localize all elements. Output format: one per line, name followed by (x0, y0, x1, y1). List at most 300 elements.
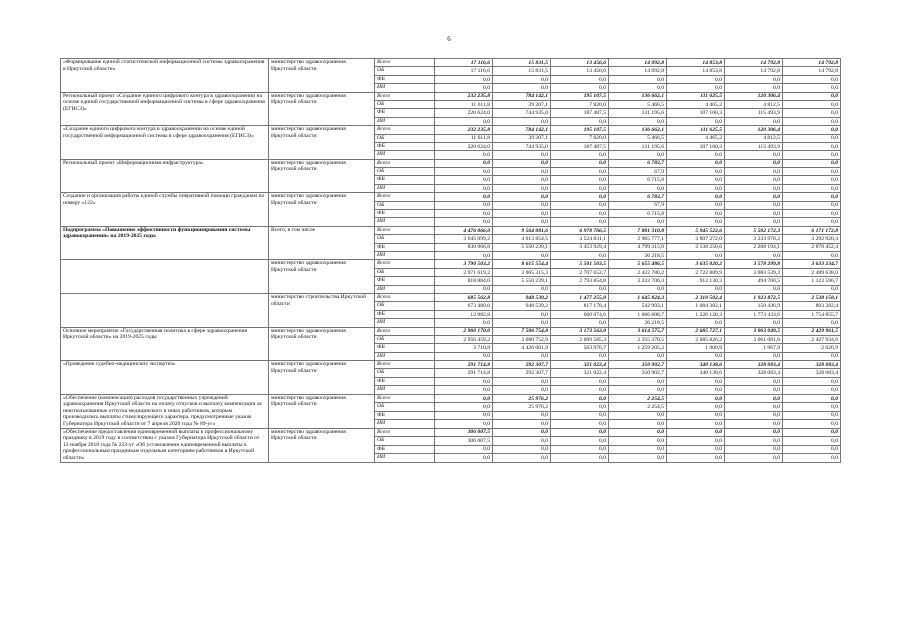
amount-cell: 0,0 (609, 218, 667, 226)
amount-cell: 2 971 619,2 (435, 268, 493, 276)
amount-cell: 0,0 (435, 386, 493, 394)
amount-cell: 0,0 (551, 319, 609, 327)
funding-source-cell: ФБ (375, 310, 435, 318)
funding-source-cell: ФБ (375, 377, 435, 385)
amount-cell: 5 466,5 (609, 134, 667, 142)
amount-cell: 0,0 (609, 428, 667, 436)
amount-cell: 744 935,0 (493, 142, 551, 150)
amount-cell: 0,0 (725, 159, 783, 167)
amount-cell: 0,0 (551, 428, 609, 436)
amount-cell: 0,0 (783, 377, 841, 385)
amount-cell: 2 878 452,4 (783, 243, 841, 251)
amount-cell: 0,0 (435, 411, 493, 419)
amount-cell: 0,0 (725, 117, 783, 125)
amount-cell: 0,0 (667, 454, 725, 463)
funding-source-cell: ФБ (375, 344, 435, 352)
amount-cell: 115 493,9 (725, 109, 783, 117)
amount-cell: 818 884,0 (435, 277, 493, 285)
amount-cell: 0,0 (725, 193, 783, 201)
amount-cell: 0,0 (493, 437, 551, 445)
amount-cell: 0,0 (435, 445, 493, 453)
amount-cell: 0,0 (725, 437, 783, 445)
amount-cell: 0,0 (435, 75, 493, 83)
amount-cell: 0,0 (609, 386, 667, 394)
amount-cell: 350 902,7 (609, 361, 667, 369)
amount-cell: 0,0 (783, 100, 841, 108)
amount-cell: 0,0 (435, 84, 493, 92)
amount-cell: 0,0 (667, 428, 725, 436)
amount-cell: 1 967,9 (725, 344, 783, 352)
amount-cell: 2 685 727,1 (667, 327, 725, 335)
amount-cell: 0,0 (667, 201, 725, 209)
amount-cell: 0,0 (725, 428, 783, 436)
amount-cell: 0,0 (667, 403, 725, 411)
amount-cell: 0,0 (551, 394, 609, 402)
activity-name-cell: «Обеспечение предоставления единовременной выплаты к профессиональному празднику в 2019 году в соответствии с указом Губернатора Иркутской области от 12 ноября 2018 года № 233-уг «Об установлении единовременной выплаты к профессиональным праздникам отдельным категориям работников в Иркутской области» (61, 428, 269, 462)
funding-source-cell: ФБ (375, 445, 435, 453)
table-body (61, 59, 841, 463)
amount-cell: 0,0 (783, 109, 841, 117)
funding-source-cell: ОБ (375, 134, 435, 142)
amount-cell: 14 792,8 (725, 59, 783, 67)
amount-cell: 2 026,9 (783, 344, 841, 352)
amount-cell: 3 807 272,0 (667, 235, 725, 243)
executor-cell: Всего, в том числе (269, 226, 375, 260)
amount-cell: 0,0 (493, 251, 551, 259)
amount-cell: 1 923 872,5 (725, 293, 783, 301)
amount-cell: 120 306,4 (725, 92, 783, 100)
amount-cell: 0,0 (493, 285, 551, 293)
amount-cell: 0,0 (551, 184, 609, 192)
amount-cell: 0,0 (493, 319, 551, 327)
amount-cell: 0,0 (493, 377, 551, 385)
amount-cell: 2 538 158,1 (783, 293, 841, 301)
amount-cell: 0,0 (725, 84, 783, 92)
amount-cell: 131 195,6 (609, 142, 667, 150)
amount-cell: 8 615 554,4 (493, 260, 551, 268)
amount-cell: 2 722 889,9 (667, 268, 725, 276)
amount-cell: 0,0 (783, 193, 841, 201)
amount-cell: 3 453 929,4 (551, 243, 609, 251)
amount-cell: 563 976,7 (551, 344, 609, 352)
amount-cell: 292 307,7 (493, 361, 551, 369)
funding-source-cell: Всего (375, 293, 435, 301)
amount-cell: 912 130,3 (667, 277, 725, 285)
amount-cell: 136 662,1 (609, 126, 667, 134)
amount-cell: 6 171 172,8 (783, 226, 841, 234)
amount-cell: 306 007,5 (435, 428, 493, 436)
amount-cell: 14 853,8 (667, 59, 725, 67)
executor-cell: министерство здравоохранения Иркутской области (269, 394, 375, 428)
funding-source-cell: ИИ (375, 151, 435, 159)
amount-cell: 136 662,1 (609, 92, 667, 100)
amount-cell: 1 259 205,2 (609, 344, 667, 352)
amount-cell: 2 793 854,8 (551, 277, 609, 285)
table-row (61, 92, 841, 100)
amount-cell: 14 792,8 (783, 59, 841, 67)
amount-cell: 0,0 (609, 285, 667, 293)
amount-cell: 0,0 (609, 75, 667, 83)
amount-cell: 0,0 (551, 445, 609, 453)
amount-cell: 0,0 (783, 142, 841, 150)
amount-cell: 948 539,2 (493, 302, 551, 310)
amount-cell: 0,0 (435, 159, 493, 167)
amount-cell: 1 645 824,3 (609, 293, 667, 301)
table-row (61, 428, 841, 436)
amount-cell: 0,0 (493, 411, 551, 419)
amount-cell: 660 074,6 (551, 310, 609, 318)
amount-cell: 2 489 638,0 (783, 268, 841, 276)
funding-source-cell: Всего (375, 193, 435, 201)
amount-cell: 0,0 (725, 75, 783, 83)
amount-cell: 0,0 (551, 84, 609, 92)
amount-cell: 9 564 081,6 (493, 226, 551, 234)
activity-name-cell: «Проведение судебно-медицинских экспертиз» (61, 361, 269, 395)
amount-cell: 0,0 (783, 428, 841, 436)
amount-cell: 14 792,8 (783, 67, 841, 75)
amount-cell: 0,0 (609, 184, 667, 192)
amount-cell: 0,0 (493, 445, 551, 453)
activity-name-cell (61, 293, 269, 327)
activity-name-cell: Подпрограмма «Повышение эффективности функционирования системы здравоохранения» на 2019-2025 годы (61, 226, 269, 260)
amount-cell: 817 178,4 (551, 302, 609, 310)
amount-cell: 0,0 (783, 126, 841, 134)
amount-cell: 0,0 (609, 377, 667, 385)
amount-cell: 0,0 (667, 75, 725, 83)
amount-cell: 328 083,4 (783, 369, 841, 377)
funding-source-cell: ФБ (375, 243, 435, 251)
amount-cell: 4 812,5 (725, 100, 783, 108)
amount-cell: 321 022,4 (551, 361, 609, 369)
amount-cell: 0,0 (783, 285, 841, 293)
amount-cell: 2 427 934,6 (783, 335, 841, 343)
amount-cell: 0,0 (783, 151, 841, 159)
amount-cell: 685 562,8 (435, 293, 493, 301)
amount-cell: 187 487,5 (551, 142, 609, 150)
amount-cell: 2 956 459,2 (435, 335, 493, 343)
amount-cell: 67,9 (609, 201, 667, 209)
amount-cell: 0,0 (783, 210, 841, 218)
amount-cell: 0,0 (783, 251, 841, 259)
amount-cell: 0,0 (783, 386, 841, 394)
amount-cell: 3 061 081,6 (725, 335, 783, 343)
amount-cell: 3 710,8 (435, 344, 493, 352)
amount-cell: 0,0 (493, 201, 551, 209)
amount-cell: 1 066 608,7 (609, 310, 667, 318)
funding-source-cell: ОБ (375, 168, 435, 176)
amount-cell: 5 655 486,5 (609, 260, 667, 268)
amount-cell: 0,0 (783, 411, 841, 419)
amount-cell: 0,0 (551, 193, 609, 201)
amount-cell: 673 480,0 (435, 302, 493, 310)
amount-cell: 0,0 (493, 193, 551, 201)
amount-cell: 328 083,4 (783, 361, 841, 369)
amount-cell: 0,0 (667, 176, 725, 184)
amount-cell: 2 310 502,4 (667, 293, 725, 301)
amount-cell: 0,0 (551, 411, 609, 419)
amount-cell: 11 611,8 (435, 134, 493, 142)
amount-cell: 0,0 (551, 352, 609, 360)
amount-cell: 0,0 (667, 168, 725, 176)
executor-cell: министерство здравоохранения Иркутской области (269, 59, 375, 93)
amount-cell: 0,0 (609, 151, 667, 159)
amount-cell: 0,0 (667, 377, 725, 385)
amount-cell: 0,0 (725, 176, 783, 184)
amount-cell: 0,0 (435, 218, 493, 226)
amount-cell: 0,0 (493, 428, 551, 436)
amount-cell: 3 578 299,8 (725, 260, 783, 268)
amount-cell: 150 436,9 (725, 302, 783, 310)
table-row (61, 260, 841, 268)
amount-cell: 0,0 (783, 134, 841, 142)
amount-cell: 14 092,8 (609, 59, 667, 67)
amount-cell: 0,0 (435, 251, 493, 259)
amount-cell: 830 966,8 (435, 243, 493, 251)
amount-cell: 15 831,5 (493, 67, 551, 75)
amount-cell: 1 084 382,1 (667, 302, 725, 310)
amount-cell: 0,0 (493, 75, 551, 83)
funding-source-cell: ИИ (375, 184, 435, 192)
amount-cell: 0,0 (783, 84, 841, 92)
amount-cell: 0,0 (551, 201, 609, 209)
amount-cell: 2 138 250,6 (667, 243, 725, 251)
amount-cell: 232 235,8 (435, 126, 493, 134)
funding-source-cell: ОБ (375, 369, 435, 377)
amount-cell: 0,0 (783, 319, 841, 327)
amount-cell: 36 218,5 (609, 251, 667, 259)
table-row (61, 327, 841, 335)
amount-cell: 3 232 706,3 (609, 277, 667, 285)
amount-cell: 0,0 (551, 403, 609, 411)
amount-cell: 0,0 (667, 394, 725, 402)
amount-cell: 0,0 (725, 210, 783, 218)
amount-cell: 0,0 (609, 84, 667, 92)
amount-cell: 0,0 (551, 151, 609, 159)
amount-cell: 0,0 (725, 377, 783, 385)
amount-cell: 350 902,7 (609, 369, 667, 377)
amount-cell: 0,0 (725, 394, 783, 402)
table-row (61, 59, 841, 67)
amount-cell: 0,0 (493, 386, 551, 394)
amount-cell: 17 116,6 (435, 67, 493, 75)
amount-cell: 0,0 (783, 117, 841, 125)
amount-cell: 187 487,5 (551, 109, 609, 117)
amount-cell: 784 142,1 (493, 92, 551, 100)
activity-name-cell: «Формирование единой статистической информационной системы здравоохранения в Иркутской области» (61, 59, 269, 93)
amount-cell: 0,0 (435, 184, 493, 192)
amount-cell: 120 306,4 (725, 126, 783, 134)
funding-source-cell: ОБ (375, 67, 435, 75)
amount-cell: 0,0 (551, 377, 609, 385)
amount-cell: 232 235,8 (435, 92, 493, 100)
amount-cell: 0,0 (609, 445, 667, 453)
amount-cell: 0,0 (725, 319, 783, 327)
amount-cell: 0,0 (667, 210, 725, 218)
amount-cell: 3 063 049,5 (725, 327, 783, 335)
budget-table-container (60, 58, 840, 463)
page-number: 6 (447, 35, 451, 43)
amount-cell: 0,0 (435, 201, 493, 209)
amount-cell: 39 207,1 (493, 134, 551, 142)
funding-source-cell: ИИ (375, 84, 435, 92)
amount-cell: 744 935,0 (493, 109, 551, 117)
funding-source-cell: Всего (375, 428, 435, 436)
amount-cell: 17 116,6 (435, 59, 493, 67)
funding-source-cell: Всего (375, 226, 435, 234)
amount-cell: 0,0 (667, 420, 725, 429)
amount-cell: 6 783,7 (609, 159, 667, 167)
funding-source-cell: Всего (375, 126, 435, 134)
amount-cell: 0,0 (667, 445, 725, 453)
executor-cell: министерство здравоохранения Иркутской области (269, 193, 375, 227)
activity-name-cell: Региональный проект «Создание единого цифрового контура в здравоохранении на основе единой государственной информационной системы в сфере здравоохранения (ЕГИСЗ)» (61, 92, 269, 126)
funding-source-cell: ОБ (375, 302, 435, 310)
amount-cell: 4 013 854,5 (493, 235, 551, 243)
amount-cell: 7 820,0 (551, 100, 609, 108)
amount-cell: 803 282,4 (783, 302, 841, 310)
funding-source-cell: ИИ (375, 386, 435, 394)
amount-cell: 321 022,4 (551, 369, 609, 377)
amount-cell: 291 714,8 (435, 369, 493, 377)
amount-cell: 0,0 (551, 437, 609, 445)
amount-cell: 1 123 596,7 (783, 277, 841, 285)
amount-cell: 3 173 562,0 (551, 327, 609, 335)
activity-name-cell: «Создание единого цифрового контура в здравоохранении на основе единой государственной информационной системы в сфере здравоохранения (ЕГИСЗ)» (61, 126, 269, 160)
amount-cell: 0,0 (783, 75, 841, 83)
amount-cell: 0,0 (493, 176, 551, 184)
executor-cell: министерство здравоохранения Иркутской области (269, 428, 375, 462)
amount-cell: 0,0 (551, 117, 609, 125)
amount-cell: 14 092,8 (609, 67, 667, 75)
amount-cell: 0,0 (551, 251, 609, 259)
executor-cell: министерство здравоохранения Иркутской области (269, 92, 375, 126)
amount-cell: 5 501 503,5 (551, 260, 609, 268)
amount-cell: 3 065 315,3 (493, 268, 551, 276)
amount-cell: 4 476 066,0 (435, 226, 493, 234)
amount-cell: 542 993,1 (609, 302, 667, 310)
funding-source-cell: ОБ (375, 335, 435, 343)
activity-name-cell: Создание и организация работы единой службы оперативной помощи гражданам по номеру «122» (61, 193, 269, 227)
table-row (61, 126, 841, 134)
amount-cell: 0,0 (609, 454, 667, 463)
amount-cell: 0,0 (493, 218, 551, 226)
amount-cell: 0,0 (667, 84, 725, 92)
amount-cell: 0,0 (435, 352, 493, 360)
amount-cell: 0,0 (667, 411, 725, 419)
amount-cell: 0,0 (783, 176, 841, 184)
funding-source-cell: ФБ (375, 142, 435, 150)
amount-cell: 0,0 (551, 285, 609, 293)
amount-cell: 0,0 (783, 201, 841, 209)
amount-cell: 0,0 (725, 201, 783, 209)
amount-cell: 0,0 (783, 394, 841, 402)
amount-cell: 0,0 (725, 352, 783, 360)
funding-source-cell: Всего (375, 92, 435, 100)
amount-cell: 3 645 099,2 (435, 235, 493, 243)
amount-cell: 0,0 (609, 117, 667, 125)
amount-cell: 3 292 920,4 (783, 235, 841, 243)
amount-cell: 2 685 826,2 (667, 335, 725, 343)
amount-cell: 4 465,2 (667, 134, 725, 142)
amount-cell: 13 456,6 (551, 59, 609, 67)
amount-cell: 0,0 (725, 386, 783, 394)
amount-cell: 0,0 (783, 168, 841, 176)
amount-cell: 0,0 (783, 420, 841, 429)
amount-cell: 306 007,5 (435, 437, 493, 445)
amount-cell: 6 978 766,5 (551, 226, 609, 234)
amount-cell: 0,0 (783, 184, 841, 192)
amount-cell: 0,0 (551, 210, 609, 218)
amount-cell: 25 976,2 (493, 403, 551, 411)
executor-cell: министерство здравоохранения Иркутской области (269, 126, 375, 160)
funding-source-cell: ФБ (375, 75, 435, 83)
amount-cell: 5 502 172,3 (725, 226, 783, 234)
amount-cell: 291 714,8 (435, 361, 493, 369)
activity-name-cell: Региональный проект «Информационная инфраструктура» (61, 159, 269, 193)
amount-cell: 0,0 (551, 454, 609, 463)
amount-cell: 0,0 (667, 218, 725, 226)
amount-cell: 328 083,4 (725, 369, 783, 377)
amount-cell: 2 609 585,3 (551, 335, 609, 343)
amount-cell: 0,0 (667, 117, 725, 125)
table-row (61, 159, 841, 167)
amount-cell: 784 142,1 (493, 126, 551, 134)
amount-cell: 67,9 (609, 168, 667, 176)
amount-cell: 3 790 503,2 (435, 260, 493, 268)
funding-source-cell: ОБ (375, 100, 435, 108)
amount-cell: 292 307,7 (493, 369, 551, 377)
amount-cell: 2 965 777,1 (609, 235, 667, 243)
amount-cell: 0,0 (551, 168, 609, 176)
amount-cell: 0,0 (609, 437, 667, 445)
amount-cell: 3 233 978,2 (725, 235, 783, 243)
amount-cell: 111 625,5 (667, 92, 725, 100)
table-row (61, 226, 841, 234)
amount-cell: 0,0 (435, 210, 493, 218)
amount-cell: 3 524 831,1 (551, 235, 609, 243)
amount-cell: 0,0 (493, 117, 551, 125)
amount-cell: 0,0 (667, 285, 725, 293)
amount-cell: 5 945 522,6 (667, 226, 725, 234)
amount-cell: 0,0 (493, 210, 551, 218)
amount-cell: 107 160,3 (667, 109, 725, 117)
amount-cell: 5 550 239,1 (493, 243, 551, 251)
amount-cell: 7 801 310,8 (609, 226, 667, 234)
amount-cell: 6 715,8 (609, 210, 667, 218)
amount-cell: 0,0 (667, 151, 725, 159)
amount-cell: 13 456,6 (551, 67, 609, 75)
amount-cell: 0,0 (783, 218, 841, 226)
executor-cell: министерство здравоохранения Иркутской области (269, 327, 375, 361)
amount-cell: 14 853,8 (667, 67, 725, 75)
amount-cell: 4 465,2 (667, 100, 725, 108)
funding-source-cell: ОБ (375, 235, 435, 243)
amount-cell: 0,0 (725, 251, 783, 259)
table-row (61, 193, 841, 201)
amount-cell: 0,0 (667, 159, 725, 167)
amount-cell: 111 625,5 (667, 126, 725, 134)
amount-cell: 1 900,9 (667, 344, 725, 352)
amount-cell: 0,0 (725, 285, 783, 293)
executor-cell: министерство строительства Иркутской области (269, 293, 375, 327)
table-row (61, 293, 841, 301)
funding-source-cell: Всего (375, 394, 435, 402)
amount-cell: 25 976,2 (493, 394, 551, 402)
amount-cell: 0,0 (493, 454, 551, 463)
amount-cell: 5 550 239,1 (493, 277, 551, 285)
amount-cell: 220 624,0 (435, 142, 493, 150)
amount-cell: 6 783,7 (609, 193, 667, 201)
